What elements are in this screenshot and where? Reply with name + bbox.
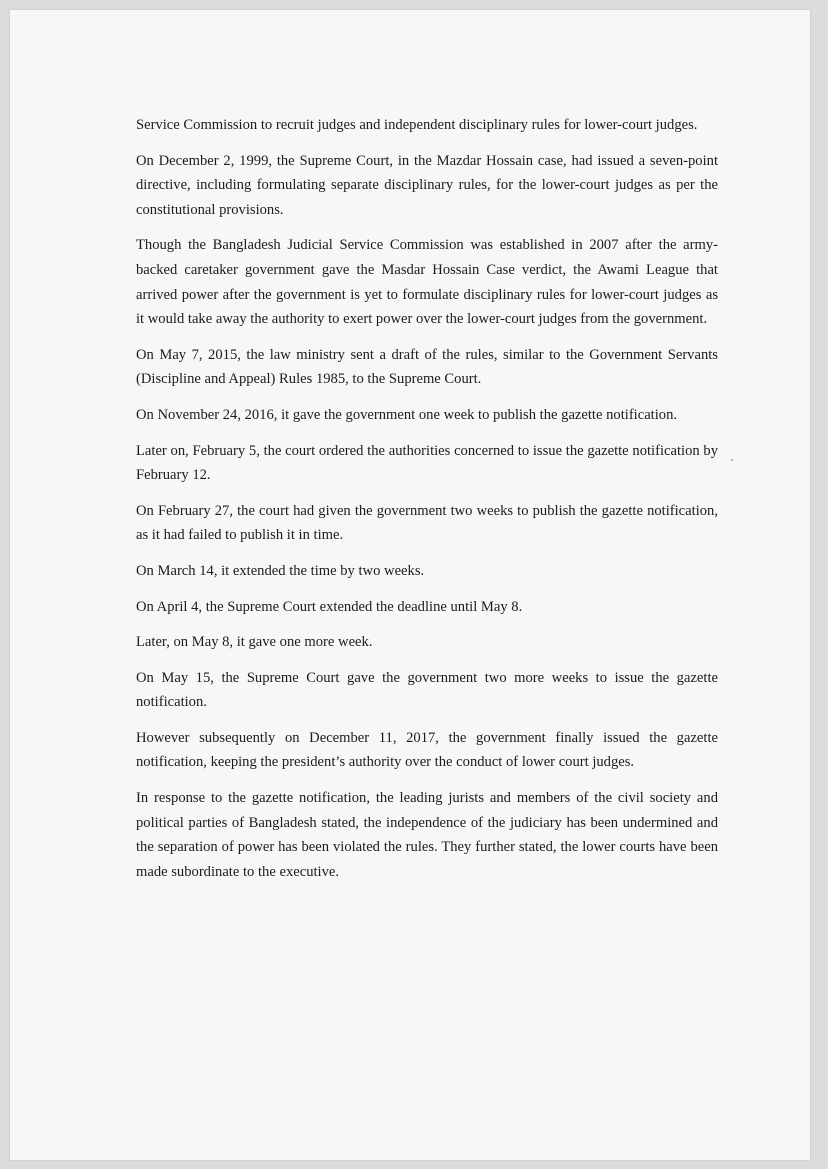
paragraph: On December 2, 1999, the Supreme Court, in the Mazdar Hossain case, had issued a seven-point directive, including formulating separate disciplinary rules, for the lower-court judges as per the constitutional provisions. — [136, 152, 718, 218]
paragraph: However subsequently on December 11, 2017, the government finally issued the gazette notification, keeping the president’s authority over the conduct of lower court judges. — [136, 729, 718, 771]
paragraph: Later on, February 5, the court ordered the authorities concerned to issue the gazette notification by February 12. — [136, 442, 718, 484]
document-body — [136, 113, 718, 895]
paragraph: Later, on May 8, it gave one more week. — [136, 634, 373, 651]
paragraph: On November 24, 2016, it gave the government one week to publish the gazette notification. — [136, 406, 678, 423]
paragraph: Service Commission to recruit judges and independent disciplinary rules for lower-court judges. — [136, 117, 698, 133]
paragraph: On May 15, the Supreme Court gave the government two more weeks to issue the gazette notification. — [136, 669, 718, 711]
paragraph: On March 14, it extended the time by two weeks. — [136, 562, 425, 579]
paragraph: On May 7, 2015, the law ministry sent a draft of the rules, similar to the Government Servants (Discipline and Appeal) Rules 1985, to the Supreme Court. — [136, 346, 718, 388]
paragraph: In response to the gazette notification, the leading jurists and members of the civil society and political parties of Bangladesh stated, the independence of the judiciary has been undermined and the separation of power has been violated the rules. They further stated, the lower courts have been made subordinate to the executive. — [136, 790, 718, 880]
paragraph: Though the Bangladesh Judicial Service Commission was established in 2007 after the army-backed caretaker government gave the Masdar Hossain Case verdict, the Awami League that arrived power after the government is yet to formulate disciplinary rules for lower-court judges as it would take away the authority to exert power over the lower-court judges from the government. — [136, 237, 718, 328]
scan-speck — [731, 459, 733, 461]
document-page — [10, 10, 810, 1160]
paragraph: On April 4, the Supreme Court extended the deadline until May 8. — [136, 598, 523, 615]
paragraph: On February 27, the court had given the government two weeks to publish the gazette notification, as it had failed to publish it in time. — [136, 502, 718, 544]
